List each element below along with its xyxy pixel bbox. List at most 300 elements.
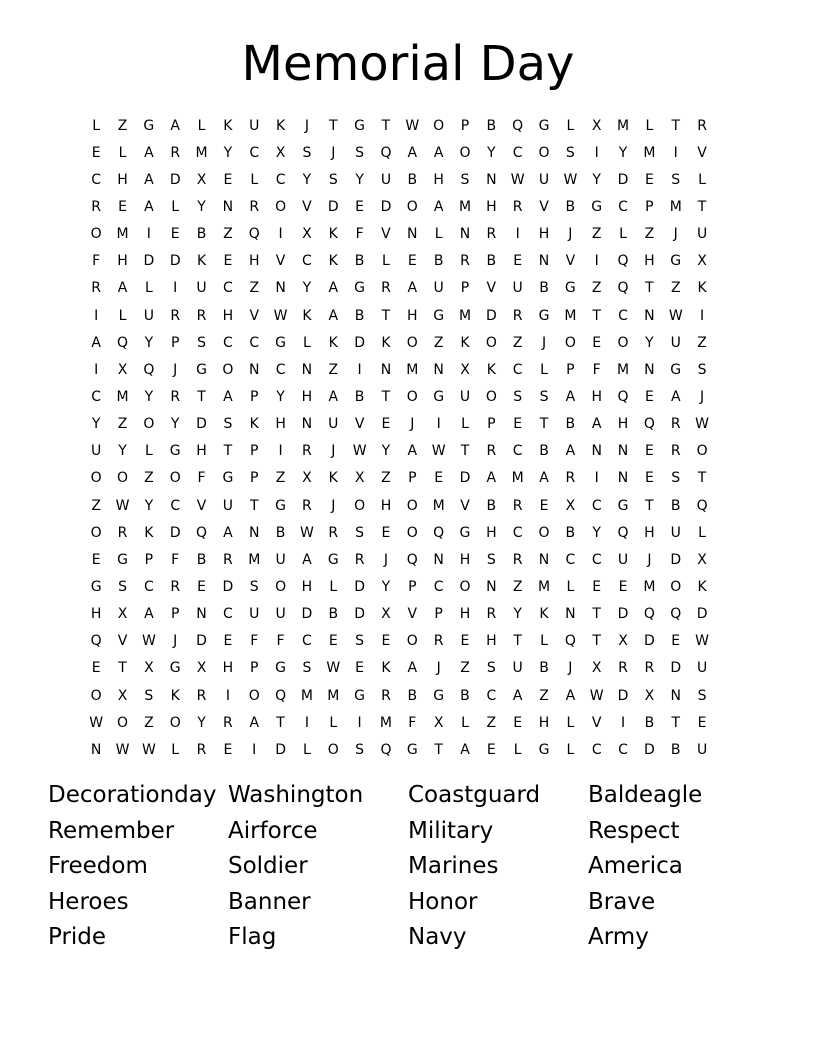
grid-letter: I — [594, 144, 599, 161]
grid-letter: P — [144, 551, 154, 568]
grid-letter: Y — [118, 443, 127, 460]
grid-letter: C — [565, 551, 576, 568]
grid-letter: M — [116, 226, 129, 243]
grid-letter: U — [328, 416, 339, 433]
grid-letter: A — [170, 117, 180, 134]
grid-letter: E — [118, 198, 127, 215]
grid-letter: E — [644, 388, 654, 405]
grid-letter: B — [565, 198, 576, 215]
grid-letter: S — [355, 741, 365, 758]
grid-letter: O — [696, 443, 708, 460]
grid-letter: O — [406, 633, 418, 650]
grid-letter: M — [564, 307, 577, 324]
grid-letter: E — [407, 253, 417, 270]
grid-letter: A — [591, 416, 602, 433]
grid-letter: T — [513, 633, 522, 650]
grid-letter: L — [698, 524, 706, 541]
grid-letter: H — [117, 171, 128, 188]
grid-letter: L — [250, 171, 259, 188]
grid-letter: U — [196, 280, 207, 297]
grid-letter: G — [617, 497, 629, 514]
grid-letter: P — [170, 606, 180, 623]
grid-letter: G — [433, 388, 445, 405]
grid-letter: E — [355, 660, 365, 677]
grid-letter: W — [405, 117, 420, 134]
grid-letter: O — [433, 117, 445, 134]
grid-letter: N — [591, 443, 602, 460]
grid-letter: H — [301, 388, 313, 405]
grid-letter: E — [644, 470, 654, 487]
grid-letter: A — [407, 280, 418, 297]
grid-letter: H — [433, 171, 444, 188]
grid-letter: S — [355, 633, 365, 650]
grid-letter: Z — [381, 470, 391, 487]
grid-letter: A — [328, 280, 339, 297]
grid-letter: A — [117, 280, 128, 297]
word-list-item: Baldeagle — [588, 782, 703, 808]
grid-letter: D — [617, 171, 629, 188]
grid-letter: T — [645, 497, 654, 514]
grid-letter: S — [671, 470, 681, 487]
grid-letter: X — [697, 551, 707, 568]
grid-letter: M — [300, 687, 313, 704]
grid-letter: M — [669, 198, 682, 215]
grid-letter: R — [381, 687, 391, 704]
grid-row — [83, 709, 715, 736]
grid-row — [83, 465, 715, 492]
grid-letter: G — [169, 660, 181, 677]
grid-letter: U — [459, 388, 471, 405]
grid-letter: D — [617, 606, 629, 623]
grid-letter: Z — [117, 117, 128, 134]
grid-letter: N — [301, 361, 313, 378]
grid-letter: S — [486, 660, 496, 677]
grid-letter: O — [538, 524, 550, 541]
grid-letter: B — [565, 524, 576, 541]
grid-letter: H — [486, 198, 497, 215]
grid-letter: N — [617, 470, 629, 487]
grid-letter: R — [670, 416, 681, 433]
grid-letter: W — [695, 416, 709, 433]
grid-letter: D — [143, 253, 155, 270]
grid-letter: L — [566, 578, 575, 595]
grid-letter: C — [91, 388, 102, 405]
grid-letter: O — [670, 578, 682, 595]
grid-letter: G — [406, 741, 418, 758]
grid-letter: S — [697, 361, 707, 378]
grid-letter: W — [695, 633, 709, 650]
grid-letter: H — [117, 253, 128, 270]
grid-letter: R — [354, 551, 365, 568]
grid-letter: N — [301, 416, 313, 433]
grid-letter: A — [433, 144, 444, 161]
grid-row — [83, 519, 715, 546]
grid-letter: E — [381, 633, 391, 650]
grid-letter: Z — [591, 280, 602, 297]
grid-letter: D — [617, 687, 629, 704]
grid-letter: S — [697, 687, 707, 704]
grid-letter: C — [275, 361, 286, 378]
grid-letter: R — [512, 497, 523, 514]
grid-letter: G — [327, 551, 339, 568]
grid-letter: T — [592, 606, 601, 623]
grid-letter: S — [460, 171, 470, 188]
grid-letter: M — [537, 578, 551, 595]
grid-letter: A — [328, 388, 339, 405]
grid-letter: V — [275, 253, 286, 270]
grid-letter: I — [304, 714, 309, 731]
grid-letter: T — [381, 388, 391, 405]
grid-letter: X — [117, 361, 128, 378]
grid-letter: N — [380, 361, 392, 378]
grid-letter: V — [486, 280, 497, 297]
grid-letter: U — [512, 280, 523, 297]
grid-letter: S — [249, 578, 259, 595]
grid-letter: X — [433, 714, 444, 731]
grid-letter: H — [222, 660, 234, 677]
grid-letter: W — [563, 171, 578, 188]
grid-letter: E — [91, 551, 101, 568]
grid-letter: G — [354, 280, 366, 297]
grid-letter: K — [196, 253, 207, 270]
grid-letter: Y — [487, 144, 496, 161]
grid-letter: D — [670, 551, 682, 568]
grid-letter: J — [436, 660, 441, 677]
grid-letter: L — [92, 117, 101, 134]
grid-letter: Q — [643, 606, 655, 623]
grid-letter: I — [146, 226, 151, 243]
grid-letter: U — [670, 334, 681, 351]
grid-letter: R — [486, 443, 497, 460]
grid-letter: K — [328, 470, 338, 487]
grid-letter: H — [538, 226, 550, 243]
grid-letter: X — [381, 606, 391, 623]
grid-letter: R — [196, 687, 207, 704]
grid-letter: O — [459, 578, 471, 595]
grid-letter: W — [589, 687, 604, 704]
grid-letter: R — [302, 443, 312, 460]
grid-letter: M — [379, 714, 392, 731]
grid-letter: U — [433, 280, 444, 297]
grid-letter: K — [223, 117, 233, 134]
grid-letter: N — [486, 578, 497, 595]
grid-letter: K — [249, 416, 259, 433]
grid-letter: H — [407, 307, 418, 324]
grid-letter: N — [644, 307, 655, 324]
word-list-item: Soldier — [228, 853, 308, 880]
grid-letter: R — [618, 660, 628, 677]
grid-letter: P — [460, 117, 470, 134]
grid-letter: A — [433, 198, 444, 215]
grid-letter: U — [249, 606, 260, 623]
grid-letter: X — [591, 660, 602, 677]
grid-letter: X — [302, 226, 312, 243]
grid-letter: Q — [617, 524, 629, 541]
grid-letter: R — [302, 497, 312, 514]
grid-letter: J — [383, 551, 389, 568]
grid-letter: J — [304, 117, 309, 134]
grid-letter: B — [407, 687, 418, 704]
grid-letter: N — [222, 198, 234, 215]
grid-row — [83, 655, 715, 682]
word-list-item: Military — [408, 817, 494, 844]
grid-letter: W — [431, 443, 446, 460]
grid-letter: Z — [433, 334, 444, 351]
word-list-item: Pride — [48, 924, 107, 951]
grid-letter: K — [328, 334, 338, 351]
grid-letter: M — [643, 144, 656, 161]
grid-letter: A — [144, 144, 154, 161]
grid-letter: G — [564, 280, 576, 297]
grid-letter: A — [144, 198, 154, 215]
grid-letter: I — [357, 361, 362, 378]
word-list-item: Brave — [588, 888, 656, 915]
grid-letter: D — [169, 171, 181, 188]
grid-row — [83, 248, 715, 275]
grid-letter: B — [644, 714, 655, 731]
grid-letter: K — [460, 334, 470, 351]
grid-letter: A — [144, 606, 154, 623]
grid-letter: U — [696, 226, 708, 243]
grid-letter: L — [461, 714, 469, 731]
grid-letter: Y — [513, 606, 522, 623]
grid-letter: P — [408, 470, 417, 487]
grid-letter: D — [670, 660, 682, 677]
grid-letter: O — [459, 144, 471, 161]
grid-letter: E — [328, 633, 338, 650]
grid-row — [83, 221, 715, 248]
grid-letter: Q — [433, 524, 445, 541]
grid-letter: T — [697, 470, 707, 487]
grid-letter: O — [485, 388, 497, 405]
grid-letter: Z — [460, 660, 470, 677]
grid-letter: Z — [275, 470, 286, 487]
grid-letter: M — [643, 578, 656, 595]
grid-letter: F — [197, 470, 206, 487]
grid-letter: H — [617, 416, 629, 433]
grid-letter: O — [406, 524, 418, 541]
word-list-item: Flag — [228, 924, 277, 951]
word-list-item: Respect — [588, 817, 680, 844]
grid-letter: U — [143, 307, 154, 324]
grid-letter: Q — [564, 633, 576, 650]
grid-letter: C — [618, 307, 628, 324]
grid-letter: E — [697, 714, 707, 731]
grid-letter: O — [354, 497, 366, 514]
grid-letter: A — [249, 714, 260, 731]
grid-letter: Q — [696, 497, 708, 514]
grid-letter: H — [196, 443, 207, 460]
grid-letter: T — [592, 307, 601, 324]
grid-letter: E — [170, 226, 180, 243]
grid-letter: L — [303, 334, 311, 351]
grid-letter: A — [328, 307, 339, 324]
grid-letter: V — [249, 307, 260, 324]
grid-letter: Z — [644, 226, 655, 243]
grid-letter: T — [197, 388, 206, 405]
grid-letter: N — [433, 361, 444, 378]
grid-row — [83, 601, 715, 628]
grid-letter: U — [617, 551, 629, 568]
grid-letter: V — [591, 714, 602, 731]
grid-letter: G — [670, 253, 682, 270]
grid-letter: Y — [223, 144, 233, 161]
grid-letter: B — [354, 253, 365, 270]
grid-letter: O — [117, 714, 129, 731]
grid-row — [83, 193, 715, 220]
grid-letter: U — [696, 741, 708, 758]
grid-letter: C — [486, 687, 497, 704]
grid-row — [83, 275, 715, 302]
page-title: Memorial Day — [241, 36, 575, 92]
grid-letter: S — [118, 578, 127, 595]
grid-row — [83, 383, 715, 410]
grid-letter: S — [355, 524, 365, 541]
grid-letter: D — [222, 578, 234, 595]
grid-letter: K — [275, 117, 286, 134]
grid-row — [83, 302, 715, 329]
grid-letter: I — [94, 307, 99, 324]
grid-letter: G — [196, 361, 207, 378]
word-list-item: Coastguard — [408, 782, 541, 808]
grid-letter: C — [512, 443, 523, 460]
grid-letter: Y — [592, 524, 601, 541]
grid-letter: Q — [275, 687, 287, 704]
grid-letter: K — [697, 578, 707, 595]
grid-letter: J — [173, 361, 178, 378]
grid-letter: V — [381, 226, 391, 243]
grid-letter: I — [673, 144, 678, 161]
grid-letter: S — [302, 660, 312, 677]
grid-letter: E — [223, 171, 233, 188]
grid-letter: J — [173, 633, 178, 650]
grid-letter: C — [512, 361, 523, 378]
grid-letter: E — [381, 524, 391, 541]
grid-letter: O — [617, 334, 629, 351]
grid-letter: N — [670, 687, 681, 704]
grid-letter: I — [515, 226, 520, 243]
grid-letter: J — [568, 660, 573, 677]
grid-letter: H — [222, 307, 234, 324]
grid-letter: E — [355, 198, 365, 215]
grid-letter: W — [668, 307, 683, 324]
grid-letter: I — [620, 714, 626, 731]
grid-letter: L — [566, 117, 575, 134]
grid-letter: X — [144, 660, 154, 677]
grid-letter: B — [539, 280, 549, 297]
grid-letter: M — [116, 388, 129, 405]
grid-letter: Q — [196, 524, 208, 541]
grid-letter: P — [250, 470, 259, 487]
grid-letter: T — [645, 280, 654, 297]
grid-letter: P — [250, 443, 259, 460]
grid-letter: M — [432, 497, 445, 514]
grid-letter: L — [566, 741, 575, 758]
grid-letter: I — [700, 307, 705, 324]
grid-letter: Y — [618, 144, 628, 161]
grid-letter: X — [117, 687, 128, 704]
grid-letter: J — [568, 226, 573, 243]
grid-letter: C — [170, 497, 181, 514]
grid-letter: S — [197, 334, 206, 351]
grid-letter: V — [354, 416, 365, 433]
grid-letter: E — [223, 741, 233, 758]
grid-letter: L — [118, 144, 127, 161]
grid-letter: X — [302, 470, 312, 487]
grid-letter: T — [276, 714, 285, 731]
grid-letter: E — [460, 633, 470, 650]
grid-letter: E — [513, 714, 523, 731]
grid-letter: F — [355, 226, 364, 243]
grid-letter: Z — [670, 280, 681, 297]
grid-letter: B — [196, 226, 207, 243]
grid-letter: H — [459, 551, 471, 568]
grid-letter: Q — [90, 633, 102, 650]
grid-letter: W — [141, 741, 156, 758]
grid-letter: R — [196, 307, 207, 324]
word-list-item: Decorationday — [48, 782, 217, 808]
grid-letter: Q — [406, 551, 418, 568]
grid-letter: S — [539, 388, 549, 405]
grid-letter: U — [512, 660, 523, 677]
grid-letter: B — [407, 171, 418, 188]
grid-letter: M — [617, 117, 630, 134]
grid-letter: Z — [591, 226, 602, 243]
grid-letter: L — [171, 741, 180, 758]
grid-letter: R — [170, 144, 181, 161]
grid-letter: S — [302, 144, 312, 161]
grid-letter: R — [223, 551, 233, 568]
grid-row — [83, 411, 715, 438]
grid-letter: H — [380, 497, 392, 514]
grid-letter: Z — [539, 687, 549, 704]
grid-letter: O — [538, 144, 550, 161]
grid-letter: J — [700, 388, 705, 405]
grid-letter: D — [354, 606, 365, 623]
grid-letter: U — [538, 171, 550, 188]
grid-letter: Z — [328, 361, 339, 378]
grid-letter: R — [512, 307, 523, 324]
grid-letter: S — [223, 416, 233, 433]
grid-letter: X — [618, 633, 628, 650]
grid-letter: L — [434, 226, 443, 243]
grid-letter: N — [275, 280, 286, 297]
grid-letter: K — [302, 307, 312, 324]
word-list-item: Honor — [408, 888, 478, 915]
grid-letter: G — [459, 524, 471, 541]
grid-letter: U — [275, 606, 286, 623]
grid-letter: D — [354, 578, 365, 595]
grid-letter: M — [406, 361, 419, 378]
grid-letter: T — [539, 416, 549, 433]
grid-letter: E — [223, 253, 233, 270]
grid-letter: Q — [512, 117, 524, 134]
grid-row — [83, 112, 715, 139]
grid-letter: Q — [380, 144, 392, 161]
grid-letter: M — [511, 470, 524, 487]
grid-letter: V — [539, 198, 549, 215]
grid-letter: N — [407, 226, 418, 243]
grid-letter: O — [275, 578, 287, 595]
grid-letter: T — [434, 741, 443, 758]
grid-letter: K — [328, 253, 338, 270]
grid-letter: U — [696, 660, 708, 677]
grid-letter: E — [513, 253, 523, 270]
grid-row — [83, 166, 715, 193]
grid-letter: G — [354, 687, 366, 704]
grid-letter: N — [248, 524, 260, 541]
grid-letter: Z — [249, 280, 260, 297]
